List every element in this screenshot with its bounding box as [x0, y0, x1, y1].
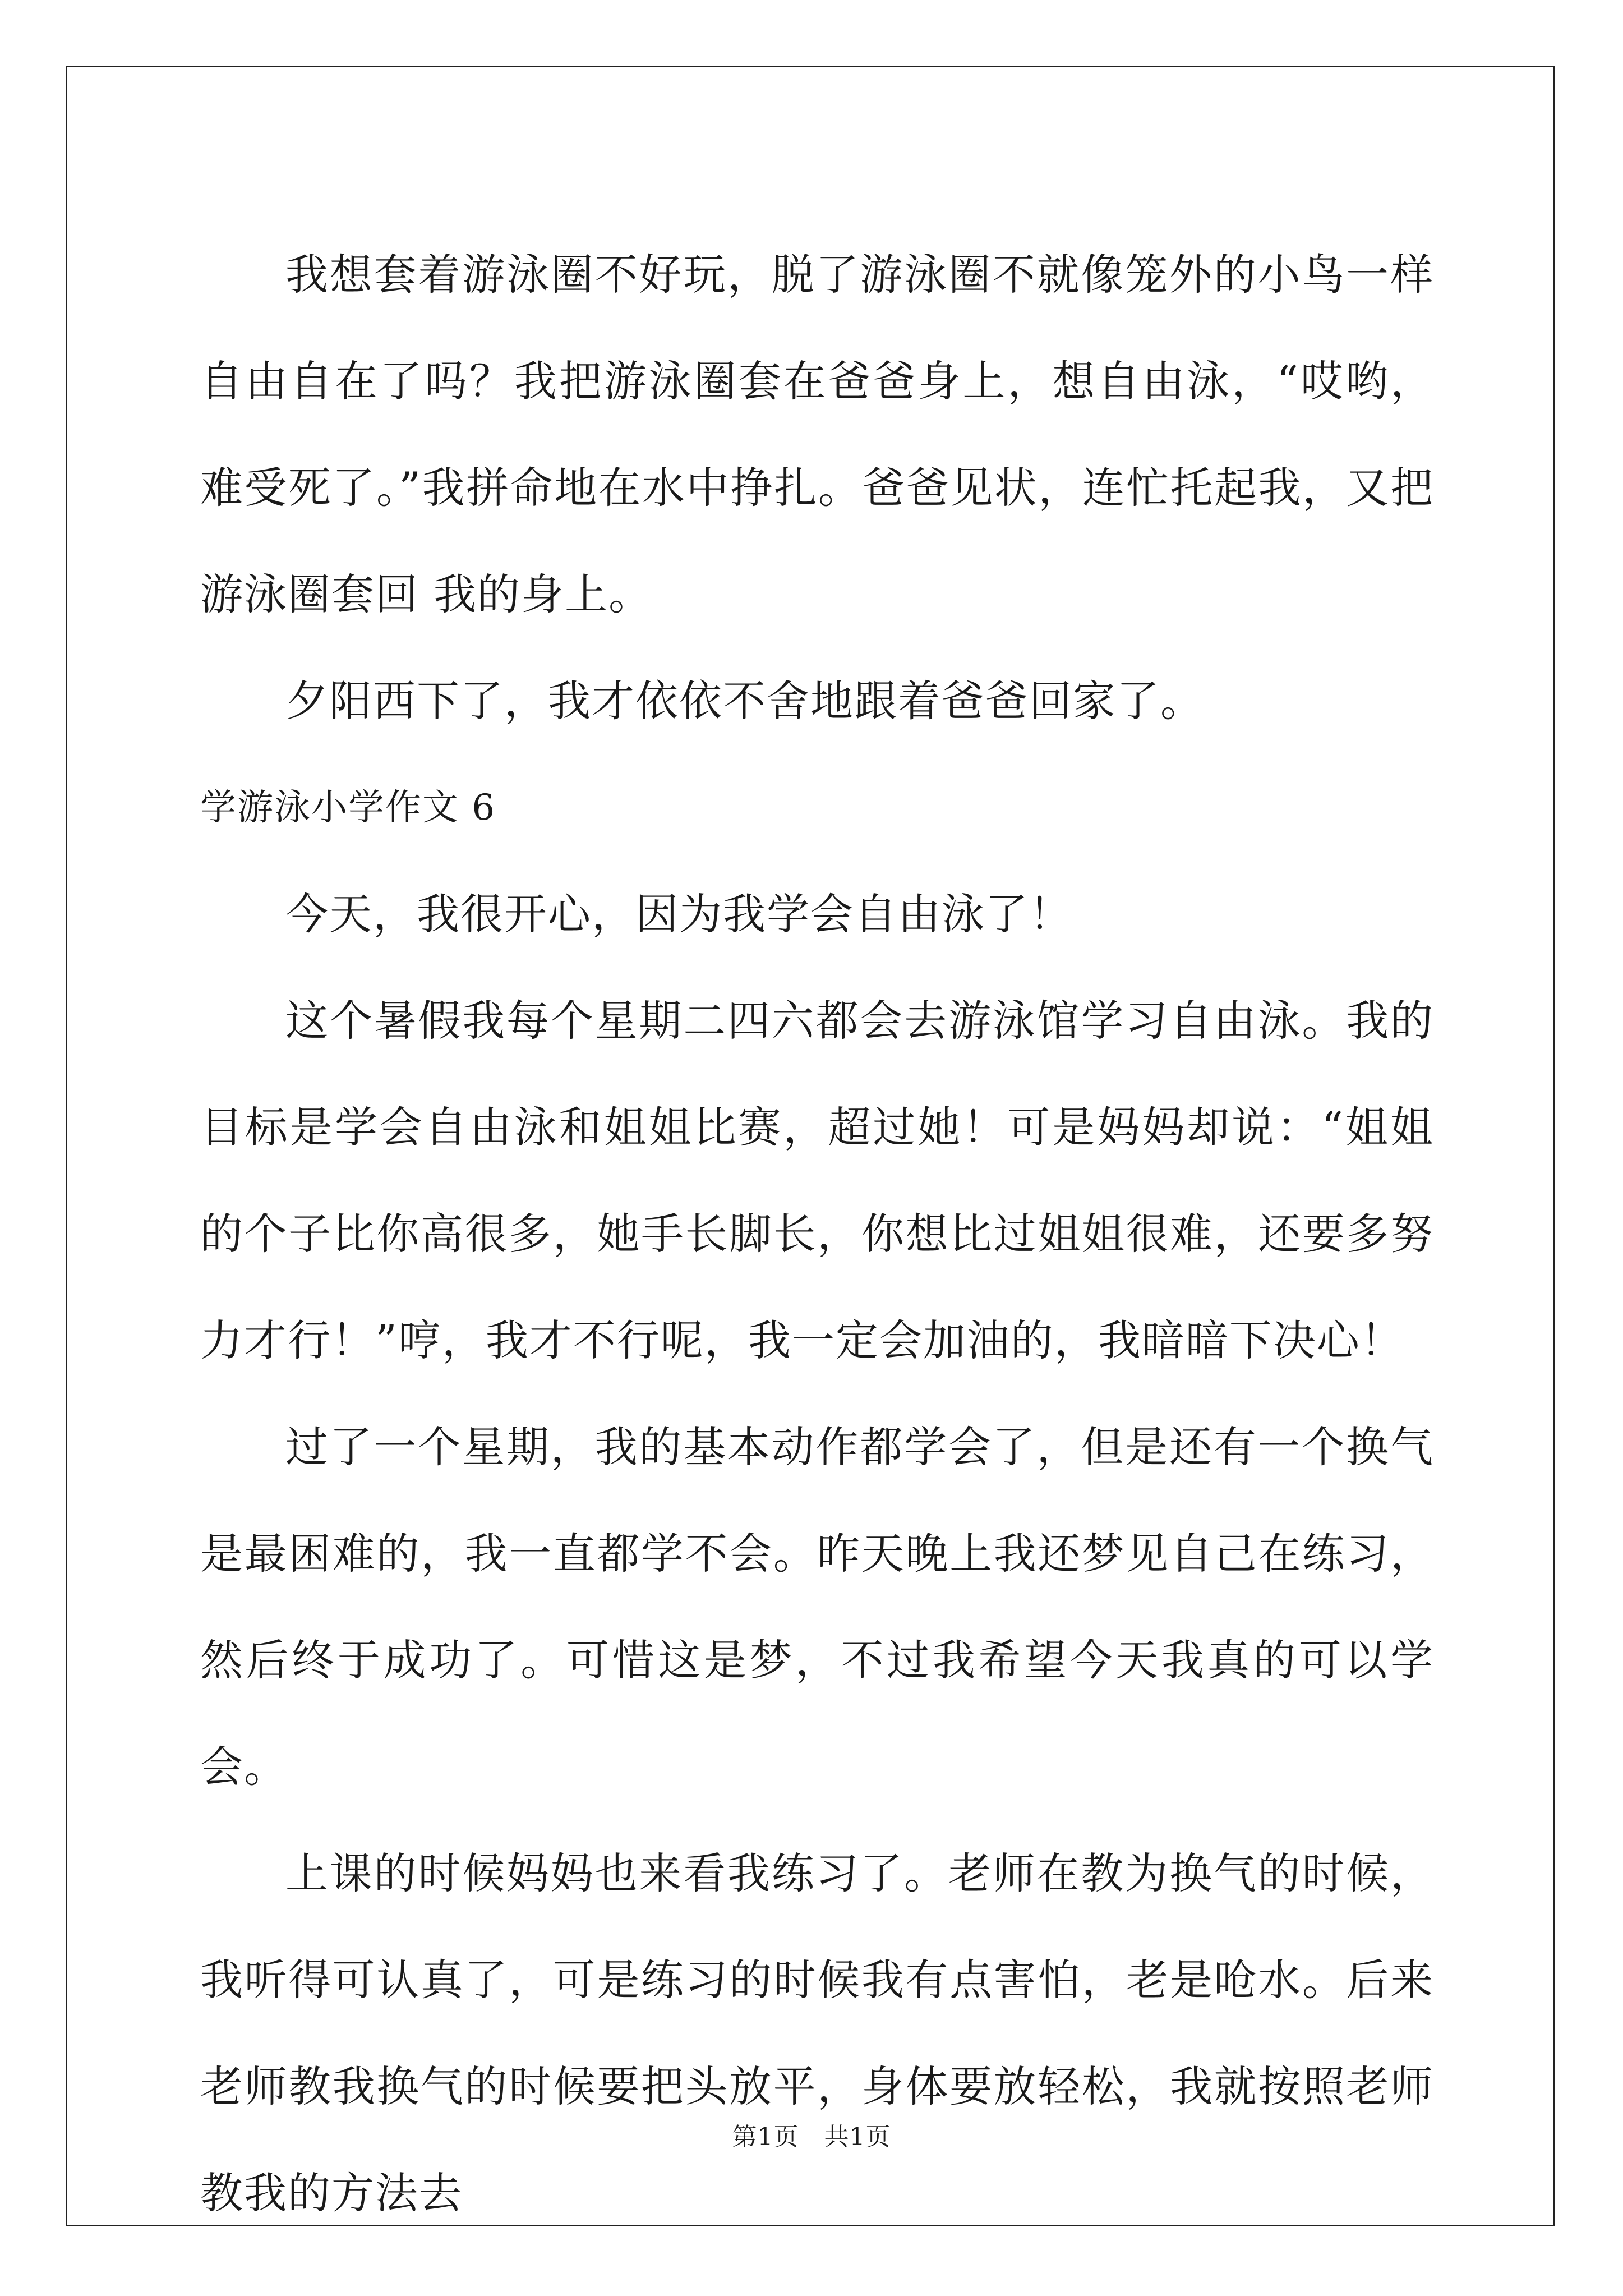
- section-title: 学游泳小学作文 6: [200, 787, 496, 829]
- paragraph-happy: 今天，我很开心，因为我学会自由泳了！: [285, 889, 1073, 939]
- document-body: [200, 222, 1434, 2247]
- paragraph-sunset: 夕阳西下了，我才依依不舍地跟着爸爸回家了。: [285, 676, 1204, 726]
- paragraph-breathing: 过了一个星期，我的基本动作都学会了，但是还有一个换气是最困难的，我一直都学不会。昨天晚上我还梦见自己在练习，然后终于成功了。可惜这是梦，不过我希望今天我真的可以学会。: [200, 1422, 1434, 1792]
- paragraph-swim-ring: 我想套着游泳圈不好玩，脱了游泳圈不就像笼外的小鸟一样自由自在了吗？我把游泳圈套在爸爸身上，想自由泳，“哎哟，难受死了。”我拼命地在水中挣扎。爸爸见状，连忙托起我，又把游泳圈套回 我的身上。: [200, 250, 1434, 619]
- paragraph-class: 上课的时候妈妈也来看我练习了。老师在教为换气的时候，我听得可认真了，可是练习的时候我有点害怕，老是呛水。后来老师教我换气的时候要把头放平，身体要放轻松，我就按照老师教我的方法去: [200, 1848, 1434, 2218]
- page-footer: 第1页 共1页: [732, 2123, 891, 2151]
- paragraph-summer-goal: 这个暑假我每个星期二四六都会去游泳馆学习自由泳。我的目标是学会自由泳和姐姐比赛，超过她！可是妈妈却说：“姐姐的个子比你高很多，她手长脚长，你想比过姐姐很难，还要多努力才行！”哼，我才不行呢，我一定会加油的，我暗暗下决心！: [200, 996, 1434, 1365]
